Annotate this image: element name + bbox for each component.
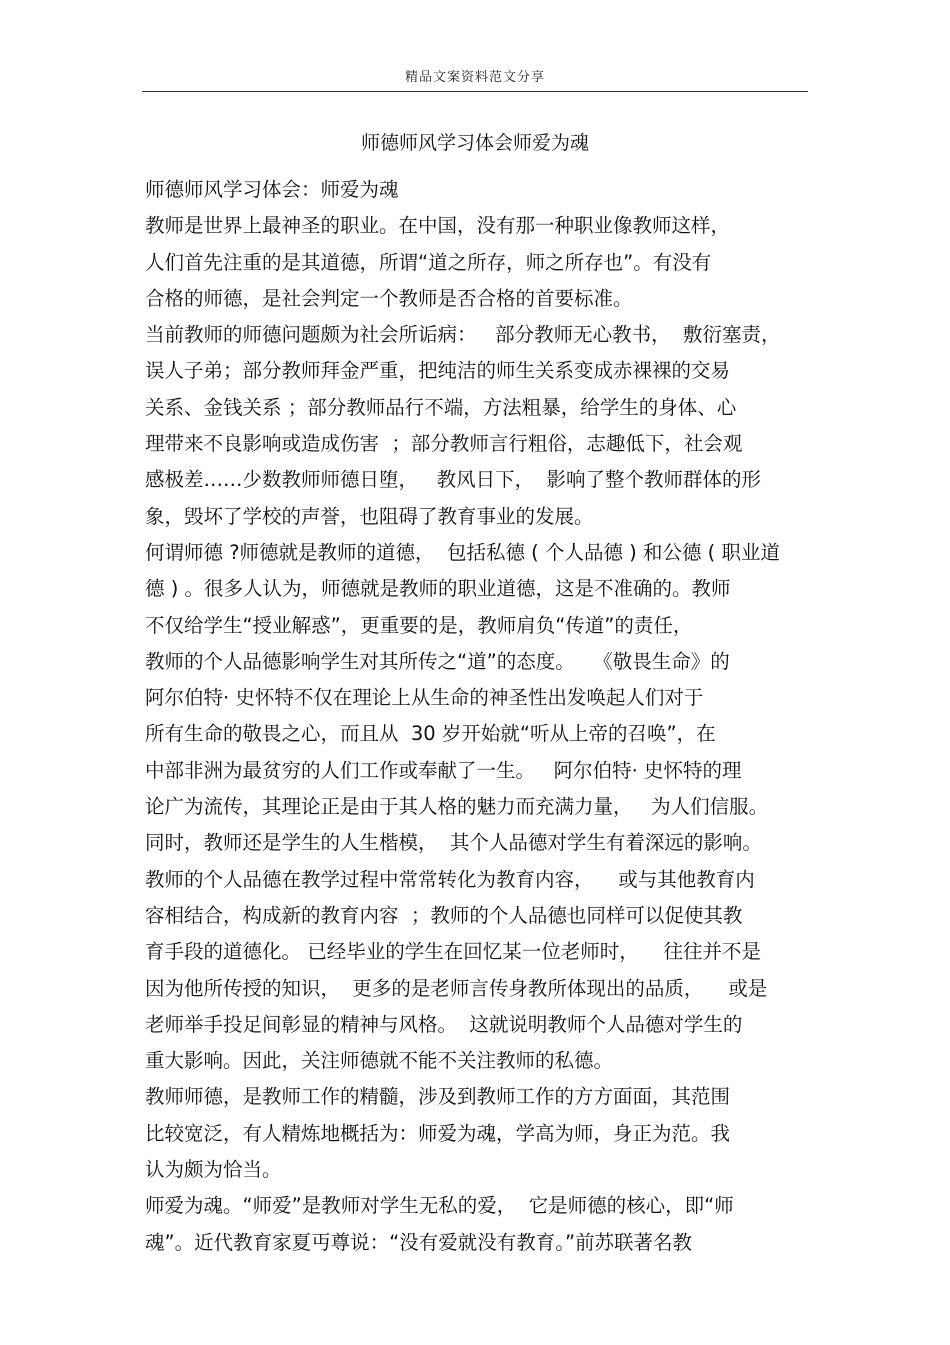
body-line: 因为他所传授的知识， 更多的是老师言传身教所体现出的品质， 或是	[145, 976, 768, 1000]
body-line: 老师举手投足间彰显的精神与风格。 这就说明教师个人品德对学生的	[145, 1012, 743, 1036]
body-line: 德 ) 。很多人认为，师德就是教师的职业道德，这是不准确的。教师	[145, 577, 731, 601]
header-divider	[142, 91, 808, 92]
body-line: 理带来不良影响或造成伤害 ；部分教师言行粗俗，志趣低下，社会观	[145, 432, 743, 456]
body-line: 感极差……少数教师师德日堕， 教风日下， 影响了整个教师群体的形	[145, 468, 761, 492]
body-line: 不仅给学生“授业解惑”，更重要的是，教师肩负“传道”的责任，	[145, 613, 693, 637]
body-line: 人们首先注重的是其道德，所谓“道之所存，师之所存也”。有没有	[145, 250, 712, 274]
document-body	[145, 172, 815, 1261]
body-line: 合格的师德，是社会判定一个教师是否合格的首要标准。	[145, 286, 633, 310]
body-line: 认为颇为恰当。	[145, 1158, 282, 1182]
body-line: 论广为流传，其理论正是由于其人格的魅力而充满力量， 为人们信服。	[145, 795, 769, 819]
body-line: 同时，教师还是学生的人生楷模， 其个人品德对学生有着深远的影响。	[145, 831, 762, 855]
body-line: 中部非洲为最贫穷的人们工作或奉献了一生。 阿尔伯特· 史怀特的理	[145, 758, 742, 782]
body-line: 教师师德，是教师工作的精髓，涉及到教师工作的方方面面，其范围	[145, 1085, 731, 1109]
body-line: 育手段的道德化。 已经毕业的学生在回忆某一位老师时， 往往并不是	[145, 940, 761, 964]
body-line: 当前教师的师德问题颇为社会所诟病： 部分教师无心教书， 敷衍塞责，	[145, 323, 781, 347]
body-line: 阿尔伯特· 史怀特不仅在理论上从生命的神圣性出发唤起人们对于	[145, 686, 704, 710]
body-line: 师爱为魂。“师爱”是教师对学生无私的爱， 它是师德的核心，即“师	[145, 1194, 734, 1218]
body-line: 师德师风学习体会：师爱为魂	[145, 178, 399, 201]
document-title: 师德师风学习体会师爱为魂	[360, 132, 589, 154]
body-line: 教师的个人品德在教学过程中常常转化为教育内容， 或与其他教育内	[145, 867, 755, 891]
page-header-text: 精品文案资料范文分享	[404, 70, 545, 85]
body-line: 教师的个人品德影响学生对其所传之“道”的态度。 《敬畏生命》的	[145, 649, 730, 673]
body-line: 比较宽泛，有人精炼地概括为：师爱为魂，学高为师，身正为范。我	[145, 1121, 731, 1145]
body-line: 魂”。近代教育家夏丏尊说：“没有爱就没有教育。”前苏联著名教	[145, 1230, 693, 1254]
body-line: 象，毁坏了学校的声誉，也阻碍了教育事业的发展。	[145, 504, 594, 528]
body-line: 教师是世界上最神圣的职业。在中国，没有那一种职业像教师这样，	[145, 214, 731, 238]
body-line: 关系、金钱关系 ；部分教师品行不端，方法粗暴，给学生的身体、心	[145, 395, 737, 419]
body-line: 容相结合，构成新的教育内容 ；教师的个人品德也同样可以促使其教	[145, 903, 743, 927]
body-line: 何谓师德 ?师德就是教师的道德， 包括私德 ( 个人品德 ) 和公德 ( 职业道	[145, 540, 780, 564]
body-line: 误人子弟；部分教师拜金严重，把纯洁的师生关系变成赤裸裸的交易	[145, 359, 731, 383]
body-line: 所有生命的敬畏之心，而且从 30 岁开始就“听从上帝的召唤”，在	[145, 722, 716, 746]
body-line: 重大影响。因此，关注师德就不能不关注教师的私德。	[145, 1049, 614, 1073]
